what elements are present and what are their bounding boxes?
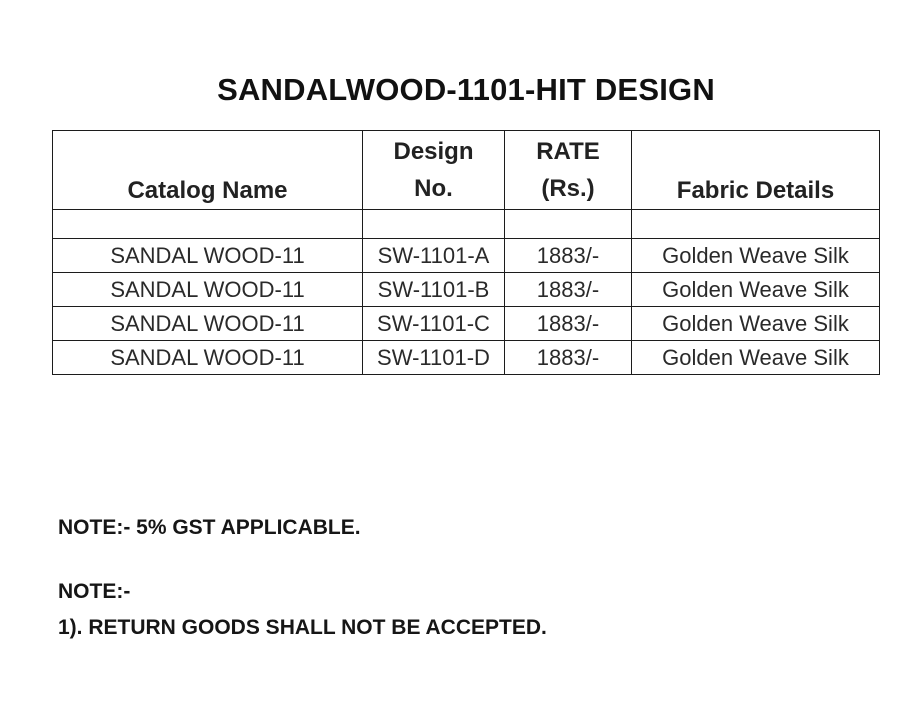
return-policy-note: 1). RETURN GOODS SHALL NOT BE ACCEPTED. bbox=[58, 616, 547, 639]
header-rate bbox=[505, 131, 632, 210]
empty-cell bbox=[505, 210, 632, 239]
header-fabric-details: Fabric Details bbox=[632, 131, 880, 210]
catalog-table bbox=[52, 130, 880, 375]
design-no-cell: SW-1101-D bbox=[363, 341, 505, 375]
table-spacer-row bbox=[53, 210, 880, 239]
header-design-no-line2: No. bbox=[414, 175, 453, 202]
rate-cell: 1883/- bbox=[505, 307, 632, 341]
catalog-name-cell: SANDAL WOOD-11 bbox=[53, 307, 363, 341]
design-no-cell: SW-1101-A bbox=[363, 239, 505, 273]
empty-cell bbox=[53, 210, 363, 239]
header-catalog-name: Catalog Name bbox=[53, 131, 363, 210]
design-no-cell: SW-1101-B bbox=[363, 273, 505, 307]
table-row bbox=[53, 273, 880, 307]
fabric-cell: Golden Weave Silk bbox=[632, 341, 880, 375]
rate-cell: 1883/- bbox=[505, 239, 632, 273]
table-row bbox=[53, 307, 880, 341]
rate-cell: 1883/- bbox=[505, 341, 632, 375]
empty-cell bbox=[632, 210, 880, 239]
page-title: SANDALWOOD-1101-HIT DESIGN bbox=[217, 72, 715, 107]
note-label: NOTE:- bbox=[58, 580, 131, 603]
header-design-no bbox=[363, 131, 505, 210]
header-rate-line1: RATE bbox=[536, 138, 600, 165]
header-design-no-line1: Design bbox=[393, 138, 474, 165]
fabric-cell: Golden Weave Silk bbox=[632, 273, 880, 307]
catalog-name-cell: SANDAL WOOD-11 bbox=[53, 341, 363, 375]
empty-cell bbox=[363, 210, 505, 239]
table-header-row bbox=[53, 131, 880, 210]
gst-note: NOTE:- 5% GST APPLICABLE. bbox=[58, 516, 361, 539]
fabric-cell: Golden Weave Silk bbox=[632, 307, 880, 341]
design-no-cell: SW-1101-C bbox=[363, 307, 505, 341]
table-row bbox=[53, 341, 880, 375]
table-row bbox=[53, 239, 880, 273]
rate-cell: 1883/- bbox=[505, 273, 632, 307]
catalog-name-cell: SANDAL WOOD-11 bbox=[53, 273, 363, 307]
fabric-cell: Golden Weave Silk bbox=[632, 239, 880, 273]
header-rate-line2: (Rs.) bbox=[541, 175, 595, 202]
catalog-name-cell: SANDAL WOOD-11 bbox=[53, 239, 363, 273]
